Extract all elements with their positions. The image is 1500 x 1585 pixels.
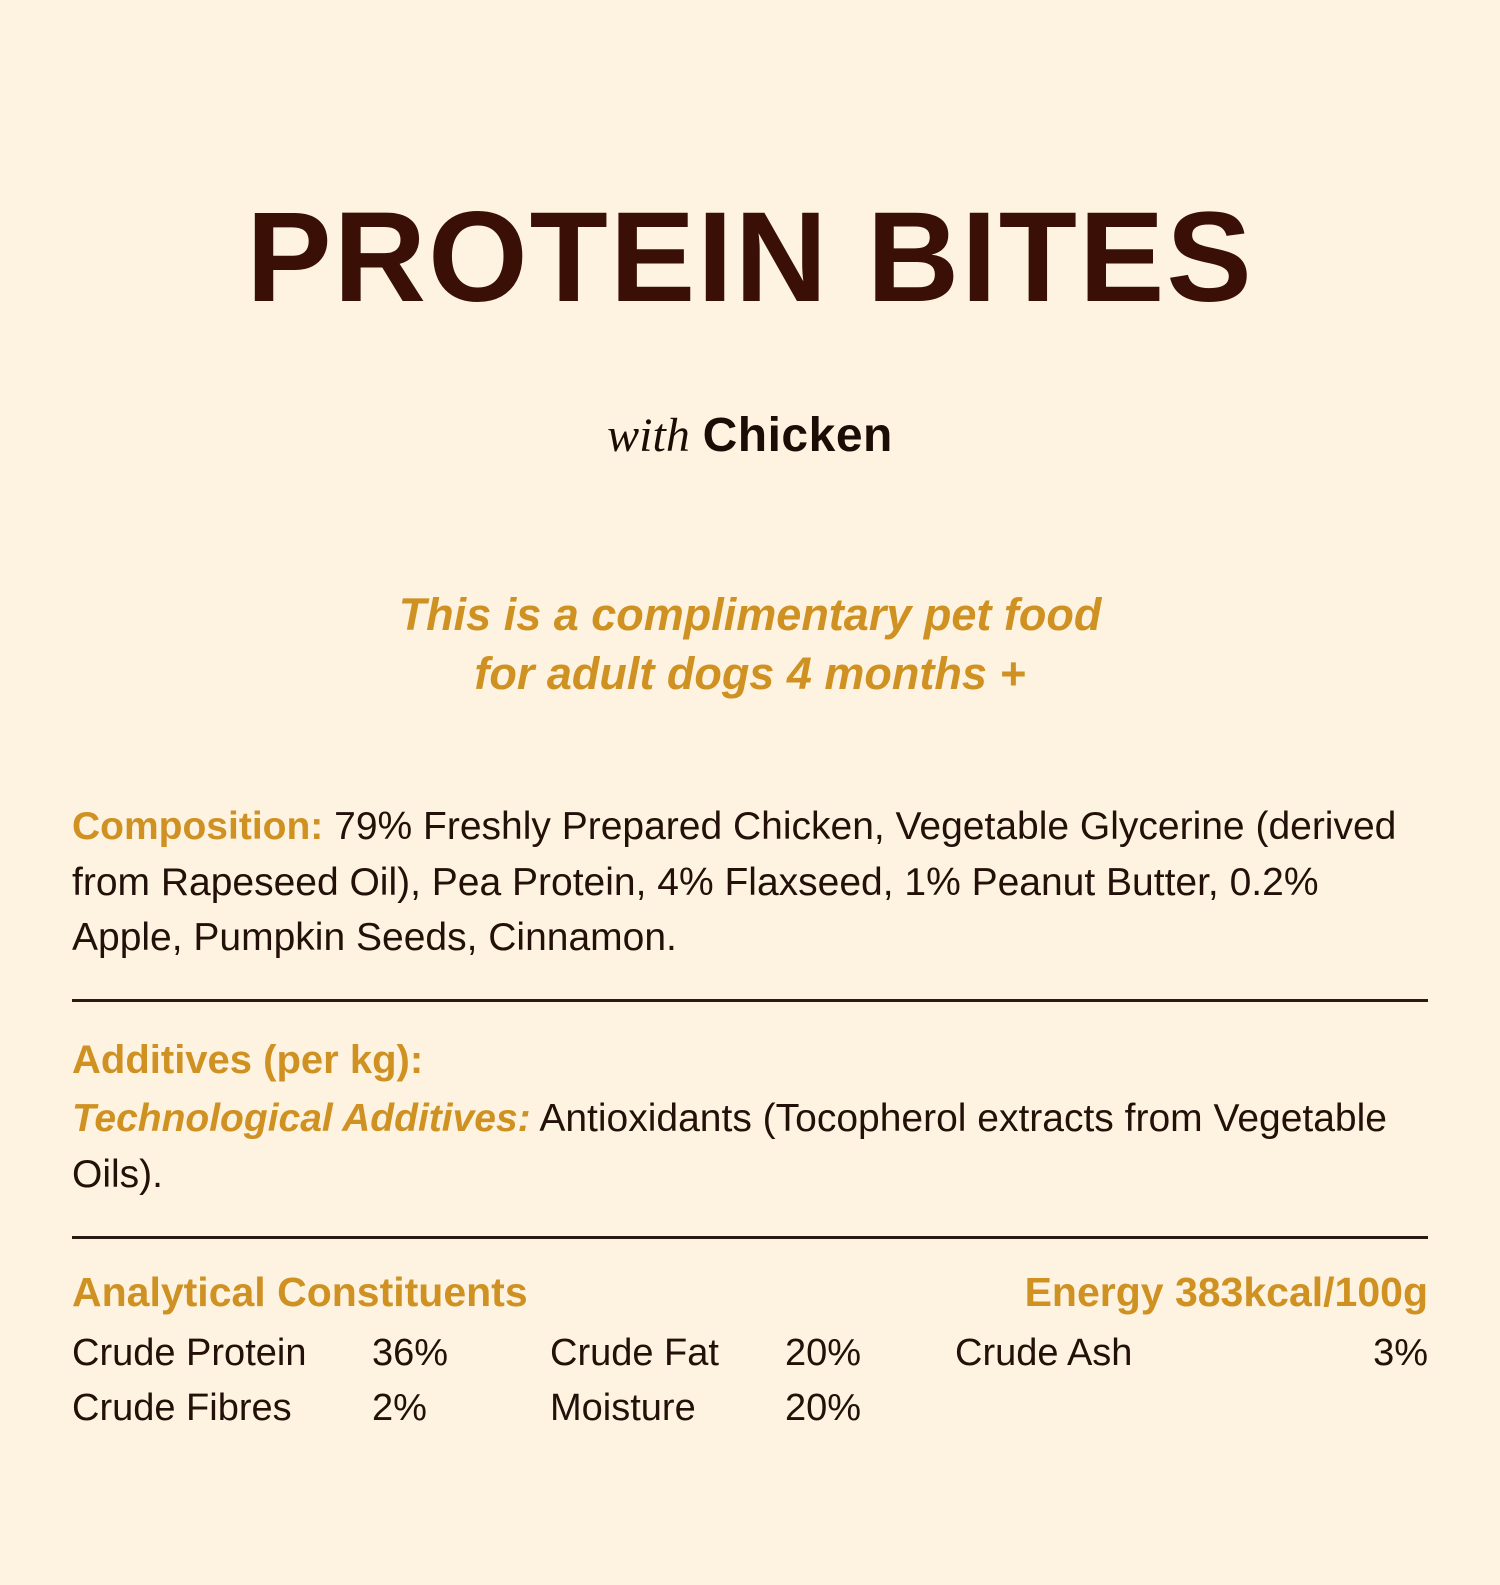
technological-additives-text: Antioxidants (Tocopherol extracts from Vegetable Oils). [72,1097,1387,1196]
constituent-value: 36% [372,1331,449,1374]
composition-label: Composition: [72,805,324,849]
tagline-line-2: for adult dogs 4 months + [474,647,1026,699]
constituent-name: Crude Ash [955,1331,1133,1374]
constituent-name: Crude Protein [72,1331,307,1374]
constituent-value: 20% [785,1331,862,1374]
composition-text: 79% Freshly Prepared Chicken, Vegetable Glycerine (derived from Rapeseed Oil), Pea Protein, 4% Flaxseed, 1% Peanut Butter, 0.2% Apple, Pumpkin Seeds, Cinnamon. [72,805,1397,960]
additives-heading: Additives (per kg): [72,1038,424,1083]
constituent-value: 2% [372,1386,427,1429]
composition-section [72,799,1428,965]
divider-2 [72,1236,1428,1239]
analytical-table [72,1326,1428,1436]
constituent-name [935,1381,1225,1436]
analytical-heading: Analytical Constituents [72,1268,528,1315]
constituent-value: 3% [1373,1331,1428,1374]
label-body [0,799,1500,1436]
subtitle-flavour: Chicken [702,408,893,462]
constituent-value [1225,1381,1428,1436]
energy-value: Energy 383kcal/100g [1024,1268,1428,1315]
subtitle-with-word: with [607,408,690,462]
product-subtitle [0,408,1500,463]
additives-section [72,1032,1428,1202]
analytical-header-row [72,1269,1428,1316]
constituent-name: Moisture [550,1386,696,1429]
table-row [72,1326,1428,1381]
divider-1 [72,999,1428,1002]
page-title: PROTEIN BITES [246,185,1254,329]
tagline [0,585,1500,704]
tagline-line-1: This is a complimentary pet food [398,588,1102,640]
technological-additives-label: Technological Additives: [72,1097,531,1141]
additives-body [72,1091,1428,1202]
table-row [72,1381,1428,1436]
constituent-name: Crude Fat [550,1331,719,1374]
product-label-page [0,86,1500,1585]
analytical-constituents-section [72,1269,1428,1436]
constituent-name: Crude Fibres [72,1386,292,1429]
constituent-value: 20% [785,1386,862,1429]
